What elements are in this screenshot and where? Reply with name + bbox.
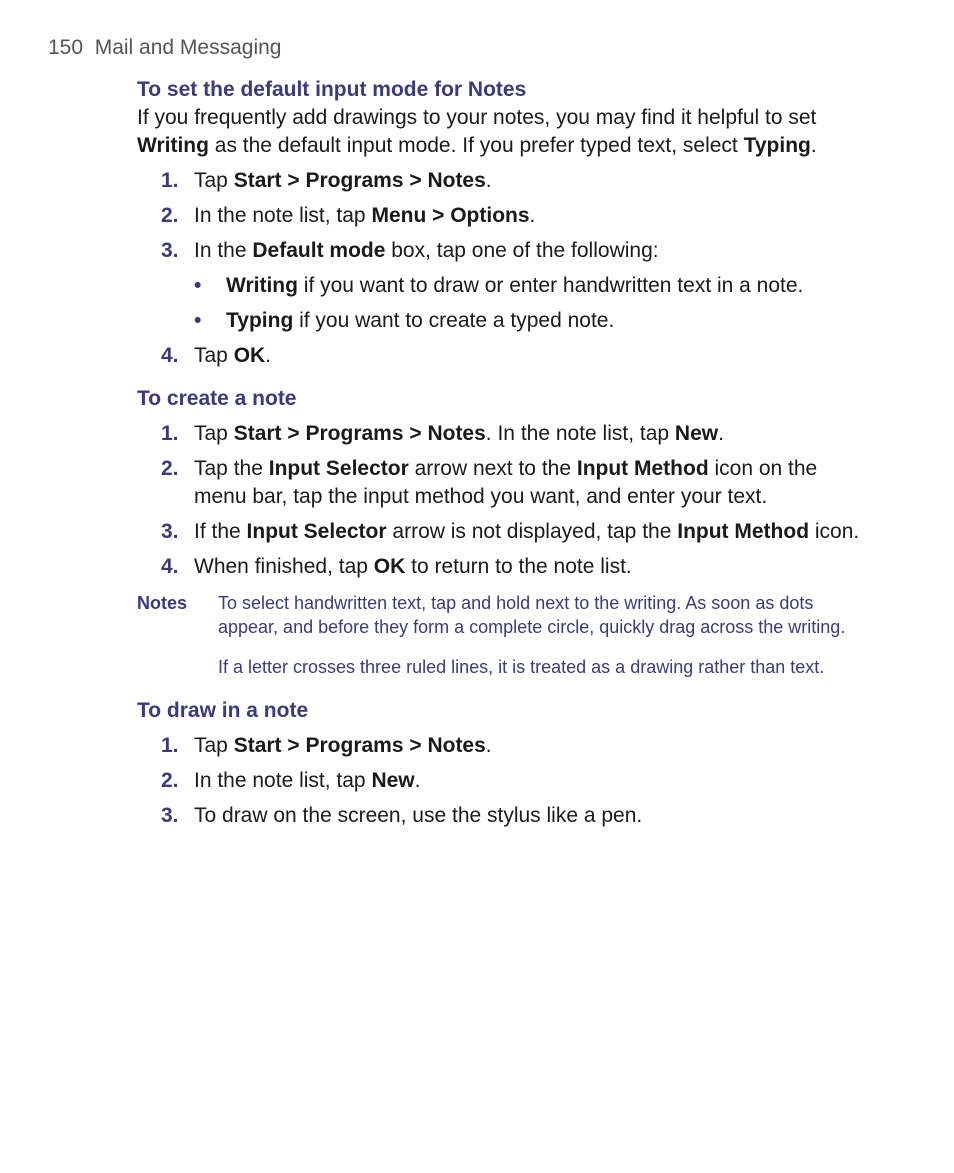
text-run: If you frequently add drawings to your notes, you may find it helpful to set xyxy=(137,106,817,129)
steps-list xyxy=(137,420,867,581)
text-run: arrow is not displayed, tap the xyxy=(386,520,678,543)
list-item xyxy=(137,553,867,581)
text-run: to return to the note list. xyxy=(405,555,632,578)
step-text xyxy=(194,457,817,508)
text-run: If the xyxy=(194,520,247,543)
text-run: icon on the menu bar, tap the input method you want, and enter your text. xyxy=(194,457,818,508)
bold-term: Writing xyxy=(137,134,209,157)
note-text: If a letter crosses three ruled lines, it is treated as a drawing rather than text. xyxy=(218,657,825,677)
bold-term: OK xyxy=(233,344,266,367)
bold-term: New xyxy=(674,422,719,445)
bold-term: Start > Programs > Notes xyxy=(233,422,486,445)
step-text xyxy=(194,520,859,543)
bullet-icon: • xyxy=(194,274,202,297)
text-run: box, tap one of the following: xyxy=(385,239,659,262)
text-run: When finished, tap xyxy=(194,555,374,578)
bold-term: Typing xyxy=(743,134,811,157)
bullet-text xyxy=(226,309,614,332)
text-run: In the note list, tap xyxy=(194,204,372,227)
bold-term: New xyxy=(371,769,415,792)
section-default-input-mode xyxy=(137,76,867,370)
text-run: . xyxy=(810,134,817,157)
step-number: 2. xyxy=(161,457,179,480)
page-number: 150 xyxy=(48,36,84,59)
chapter-title: Mail and Messaging xyxy=(94,36,282,59)
text-run: . xyxy=(265,344,272,367)
list-item xyxy=(137,518,867,546)
bold-term: OK xyxy=(373,555,406,578)
bullet-item xyxy=(137,272,867,300)
list-item xyxy=(137,342,867,370)
text-run: arrow next to the xyxy=(408,457,577,480)
text-run: Tap xyxy=(194,422,234,445)
text-run: . xyxy=(485,734,492,757)
bold-term: Default mode xyxy=(252,239,386,262)
step-number: 3. xyxy=(161,804,179,827)
bullet-text xyxy=(226,274,803,297)
bold-term: Typing xyxy=(226,309,294,332)
note-text: To select handwritten text, tap and hold next to the writing. As soon as dots appear, and before they form a complete circle, quickly drag across the writing. xyxy=(218,593,846,637)
bold-term: Start > Programs > Notes xyxy=(233,734,486,757)
section-title: To create a note xyxy=(137,387,297,410)
step-text xyxy=(194,344,271,367)
bold-term: Input Selector xyxy=(268,457,409,480)
notes-label: Notes xyxy=(137,593,188,613)
text-run: Tap xyxy=(194,344,234,367)
steps-list xyxy=(137,732,867,830)
step-text xyxy=(194,555,632,578)
text-run: if you want to create a typed note. xyxy=(293,309,615,332)
text-run: In the note list, tap xyxy=(194,769,372,792)
text-run: Tap xyxy=(194,169,234,192)
section-create-note xyxy=(137,385,867,679)
list-item xyxy=(137,202,867,230)
list-item xyxy=(137,732,867,760)
steps-list xyxy=(137,167,867,370)
notes-block xyxy=(137,591,867,679)
step-text xyxy=(194,169,492,192)
page-content xyxy=(137,76,867,830)
step-number: 2. xyxy=(161,204,179,227)
step-text xyxy=(194,422,724,445)
step-number: 3. xyxy=(161,520,179,543)
text-run: . xyxy=(718,422,724,445)
step-text xyxy=(194,239,659,262)
step-number: 4. xyxy=(161,344,179,367)
bold-term: Start > Programs > Notes xyxy=(233,169,486,192)
list-item xyxy=(137,237,867,265)
list-item xyxy=(137,802,867,830)
text-run: if you want to draw or enter handwritten text in a note. xyxy=(297,274,804,297)
bullet-list xyxy=(137,272,867,335)
list-item xyxy=(137,455,867,511)
bold-term: Input Selector xyxy=(246,520,387,543)
step-number: 1. xyxy=(161,734,179,757)
step-number: 3. xyxy=(161,239,179,262)
list-item xyxy=(137,167,867,195)
list-item xyxy=(137,420,867,448)
step-number: 1. xyxy=(161,169,179,192)
section-draw-note xyxy=(137,697,867,830)
text-run: . In the note list, tap xyxy=(485,422,675,445)
step-text xyxy=(194,204,535,227)
bold-term: Input Method xyxy=(576,457,709,480)
step-number: 2. xyxy=(161,769,179,792)
section-title: To set the default input mode for Notes xyxy=(137,78,527,101)
text-run: . xyxy=(414,769,421,792)
text-run: Tap xyxy=(194,734,234,757)
text-run: . xyxy=(529,204,536,227)
page-header xyxy=(48,36,281,60)
step-number: 4. xyxy=(161,555,179,578)
text-run: . xyxy=(485,169,492,192)
step-text xyxy=(194,804,642,827)
section-title: To draw in a note xyxy=(137,699,309,722)
list-item xyxy=(137,767,867,795)
bullet-item xyxy=(137,307,867,335)
bold-term: Menu > Options xyxy=(371,204,530,227)
bullet-icon: • xyxy=(194,309,202,332)
text-run: as the default input mode. If you prefer typed text, select xyxy=(208,134,744,157)
intro-paragraph xyxy=(137,104,867,160)
bold-term: Writing xyxy=(226,274,298,297)
text-run: To draw on the screen, use the stylus like a pen. xyxy=(194,804,643,827)
step-text xyxy=(194,734,492,757)
step-text xyxy=(194,769,420,792)
text-run: icon. xyxy=(809,520,860,543)
text-run: Tap the xyxy=(194,457,269,480)
text-run: In the xyxy=(194,239,253,262)
step-number: 1. xyxy=(161,422,179,445)
bold-term: Input Method xyxy=(677,520,810,543)
